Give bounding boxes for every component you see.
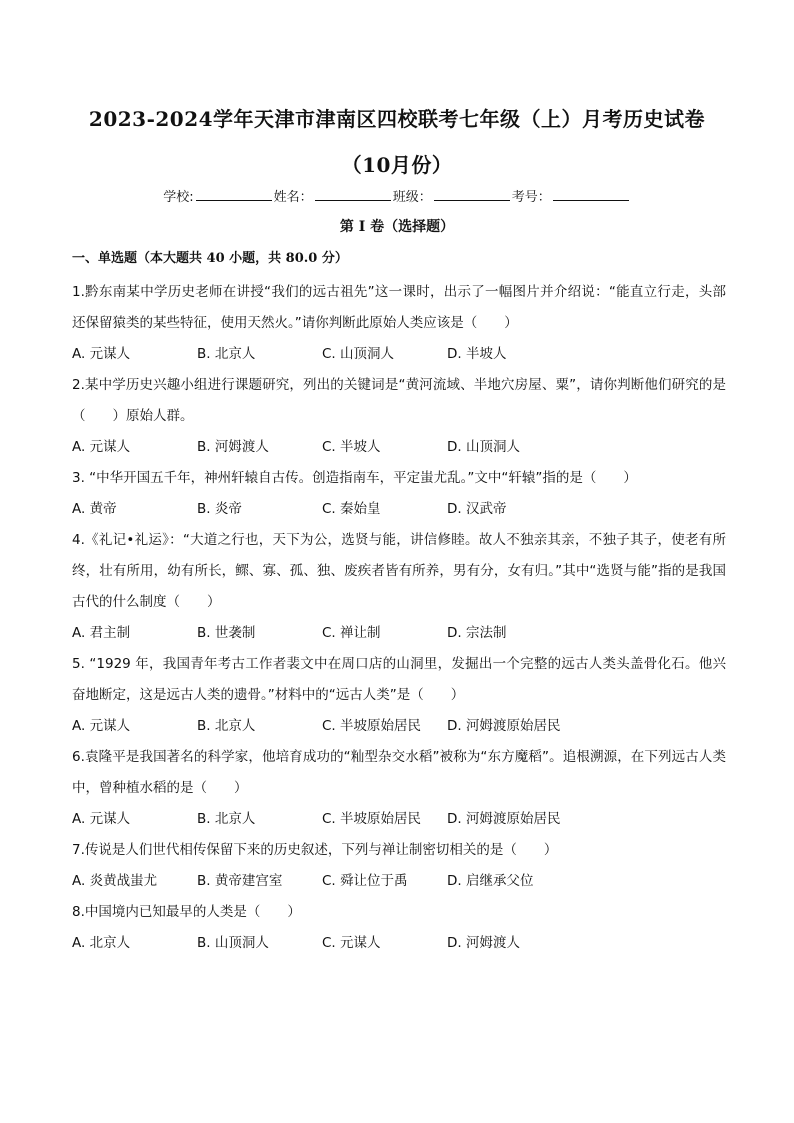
question-stem: 6.袁隆平是我国著名的科学家，他培育成功的“籼型杂交水稻”被称为“东方魔稻”。追根溯源，在下列远古人类中，曾种植水稻的是（ ） [72,749,726,796]
question-stem: 1.黔东南某中学历史老师在讲授“我们的远古祖先”这一课时，出示了一幅图片并介绍说：“能直立行走，头部还保留猿类的某些特征，使用天然火。”请你判断此原始人类应该是（ ） [72,284,726,331]
question-4 [72,525,726,649]
question-list [72,277,726,959]
question-stem: 2.某中学历史兴趣小组进行课题研究，列出的关键词是“黄河流域、半地穴房屋、粟”，请你判断他们研究的是（ ）原始人群。 [72,377,726,424]
school-blank[interactable] [196,188,272,201]
option-b[interactable]: B. 北京人 [197,718,256,734]
school-field[interactable] [163,186,273,205]
option-row [72,339,726,370]
question-stem: 4.《礼记•礼运》：“大道之行也，天下为公，选贤与能，讲信修睦。故人不独亲其亲，不独子其子，使老有所终，壮有所用，幼有所长，鳏、寡、孤、独、废疾者皆有所养，男有分，女有归。”其中“选贤与能”指的是我国古代的什么制度（ ） [72,532,726,610]
name-label: 姓名： [273,190,313,205]
exam-title: 2023-2024学年天津市津南区四校联考七年级（上）月考历史试卷（10月份） [88,107,706,177]
name-field[interactable] [274,186,393,205]
option-row [72,866,726,897]
exam-number-field[interactable] [512,186,631,205]
option-a[interactable]: A. 元谋人 [72,346,131,362]
exam-number-label: 考号： [511,190,551,205]
option-c[interactable]: C. 秦始皇 [322,501,381,517]
option-d[interactable]: D. 河姆渡原始居民 [447,718,561,734]
question-1 [72,277,726,370]
option-c[interactable]: C. 舜让位于禹 [322,873,408,889]
class-label: 班级： [392,190,432,205]
option-row [72,494,726,525]
option-c[interactable]: C. 半坡人 [322,439,381,455]
option-row [72,618,726,649]
question-2 [72,370,726,463]
question-stem: 7.传说是人们世代相传保留下来的历史叙述，下列与禅让制密切相关的是（ ） [72,842,558,858]
option-row [72,804,726,835]
option-c[interactable]: C. 元谋人 [322,935,381,951]
option-row [72,711,726,742]
option-d[interactable]: D. 宗法制 [447,625,507,641]
option-d[interactable]: D. 河姆渡原始居民 [447,811,561,827]
option-b[interactable]: B. 河姆渡人 [197,439,269,455]
option-a[interactable]: A. 元谋人 [72,718,131,734]
option-d[interactable]: D. 山顶洞人 [447,439,520,455]
option-c[interactable]: C. 禅让制 [322,625,381,641]
question-5 [72,649,726,742]
option-b[interactable]: B. 世袭制 [197,625,256,641]
exam-number-blank[interactable] [553,188,629,201]
school-label: 学校: [163,190,194,205]
option-b[interactable]: B. 北京人 [197,346,256,362]
question-3 [72,463,726,525]
question-stem: 5. “1929 年，我国青年考古工作者裴文中在周口店的山洞里，发掘出一个完整的远古人类头盖骨化石。他兴奋地断定，这是远古人类的遗骨。”材料中的“远古人类”是（ ） [72,656,726,703]
question-stem: 3. “中华开国五千年，神州轩辕自古传。创造指南车，平定蚩尤乱。”文中“轩辕”指的是（ ） [72,470,637,486]
option-row [72,432,726,463]
option-c[interactable]: C. 半坡原始居民 [322,811,422,827]
option-b[interactable]: B. 炎帝 [197,501,242,517]
student-info-line [0,186,794,205]
class-blank[interactable] [434,188,510,201]
option-d[interactable]: D. 河姆渡人 [447,935,520,951]
class-field[interactable] [393,186,512,205]
option-a[interactable]: A. 元谋人 [72,811,131,827]
option-a[interactable]: A. 君主制 [72,625,131,641]
option-a[interactable]: A. 北京人 [72,935,131,951]
volume-heading: 第 I 卷（选择题） [339,219,455,235]
option-b[interactable]: B. 北京人 [197,811,256,827]
question-6 [72,742,726,835]
option-a[interactable]: A. 炎黄战蚩尤 [72,873,158,889]
question-8 [72,897,726,959]
option-b[interactable]: B. 黄帝建宫室 [197,873,283,889]
option-d[interactable]: D. 启继承父位 [447,873,534,889]
name-blank[interactable] [315,188,391,201]
option-a[interactable]: A. 元谋人 [72,439,131,455]
option-d[interactable]: D. 半坡人 [447,346,507,362]
question-7 [72,835,726,897]
option-c[interactable]: C. 半坡原始居民 [322,718,422,734]
option-row [72,928,726,959]
section-heading: 一、单选题（本大题共 40 小题，共 80.0 分） [72,251,348,266]
option-a[interactable]: A. 黄帝 [72,501,117,517]
option-d[interactable]: D. 汉武帝 [447,501,507,517]
option-c[interactable]: C. 山顶洞人 [322,346,395,362]
question-stem: 8.中国境内已知最早的人类是（ ） [72,904,301,920]
option-b[interactable]: B. 山顶洞人 [197,935,269,951]
